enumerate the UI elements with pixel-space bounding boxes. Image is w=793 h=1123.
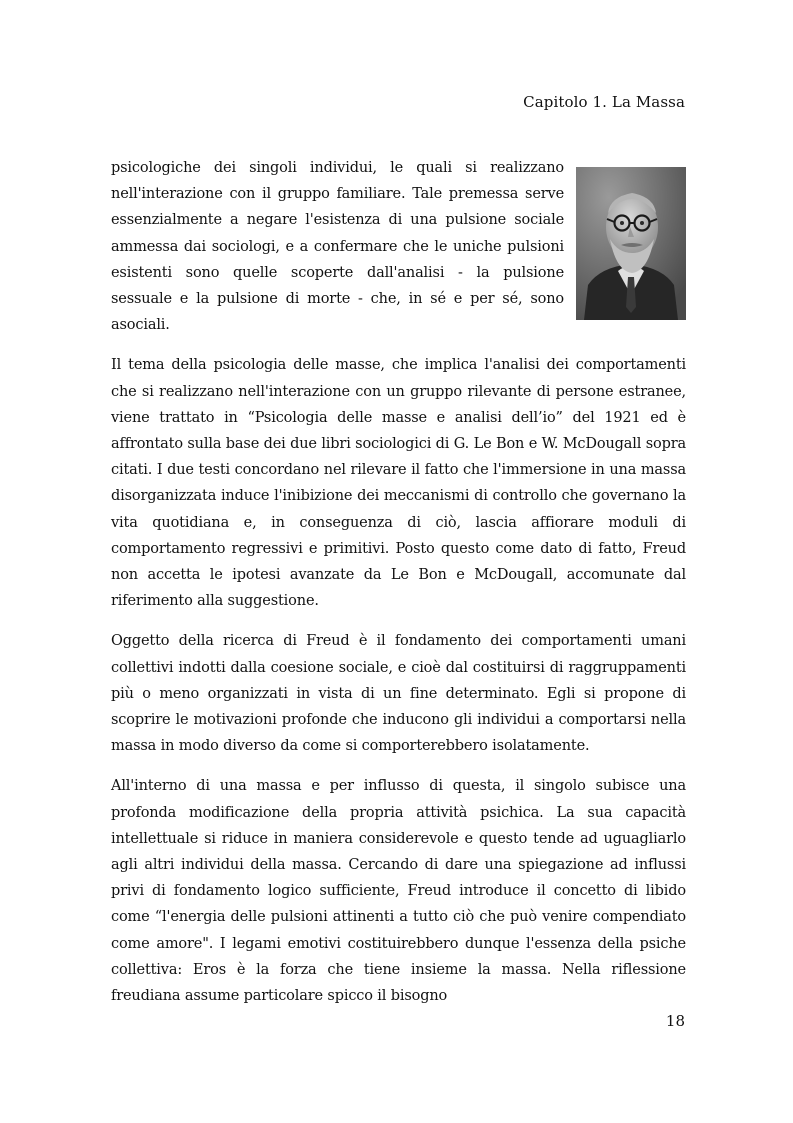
portrait-photo: [576, 167, 686, 320]
paragraph-1-text: psicologiche dei singoli individui, le quali si realizzano nell'interazione con il gruppo familiare. Tale premessa serve essenzialmente a negare l'esistenza di una pulsione sociale ammessa dai sociologi, e a confermare che le uniche pulsioni esistenti sono quelle scoperte dall'analisi - la pulsione sessuale e la pulsione di morte - che, in sé e per sé, sono asociali.: [111, 160, 564, 334]
paragraph-1: [111, 155, 686, 338]
paragraph-2: Il tema della psicologia delle masse, che implica l'analisi dei comportamenti che si realizzano nell'interazione con un gruppo rilevante di persone estranee, viene trattato in “Psicologia delle masse e analisi dell’io” del 1921 ed è affrontato sulla base dei due libri sociologici di G. Le Bon e W. McDougall sopra citati. I due testi concordano nel rilevare il fatto che l'immersione in una massa disorganizzata induce l'inibizione dei meccanismi di controllo che governano la vita quotidiana e, in conseguenza di ciò, lascia affiorare moduli di comportamento regressivi e primitivi. Posto questo come dato di fatto, Freud non accetta le ipotesi avanzate da Le Bon e McDougall, accomunate dal riferimento alla suggestione.: [111, 357, 686, 610]
page-number: 18: [665, 1012, 685, 1030]
page-body: [111, 155, 686, 1023]
paragraph-3: Oggetto della ricerca di Freud è il fondamento dei comportamenti umani collettivi indotti dalla coesione sociale, e cioè dal costituirsi di raggruppamenti più o meno organizzati in vista di un fine determinato. Egli si propone di scoprire le motivazioni profonde che inducono gli individui a comportarsi nella massa in modo diverso da come si comporterebbero isolatamente.: [111, 633, 686, 755]
paragraph-4: All'interno di una massa e per influsso di questa, il singolo subisce una profonda modificazione della propria attività psichica. La sua capacità intellettuale si riduce in maniera considerevole e questo tende ad uguagliarlo agli altri individui della massa. Cercando di dare una spiegazione ad influssi privi di fondamento logico sufficiente, Freud introduce il concetto di libido come “l'energia delle pulsioni attinenti a tutto ciò che può venire compendiato come amore". I legami emotivi costituirebbero dunque l'essenza della psiche collettiva: Eros è la forza che tiene insieme la massa. Nella riflessione freudiana assume particolare spicco il bisogno: [111, 778, 686, 1005]
running-header: Capitolo 1. La Massa: [523, 93, 685, 111]
